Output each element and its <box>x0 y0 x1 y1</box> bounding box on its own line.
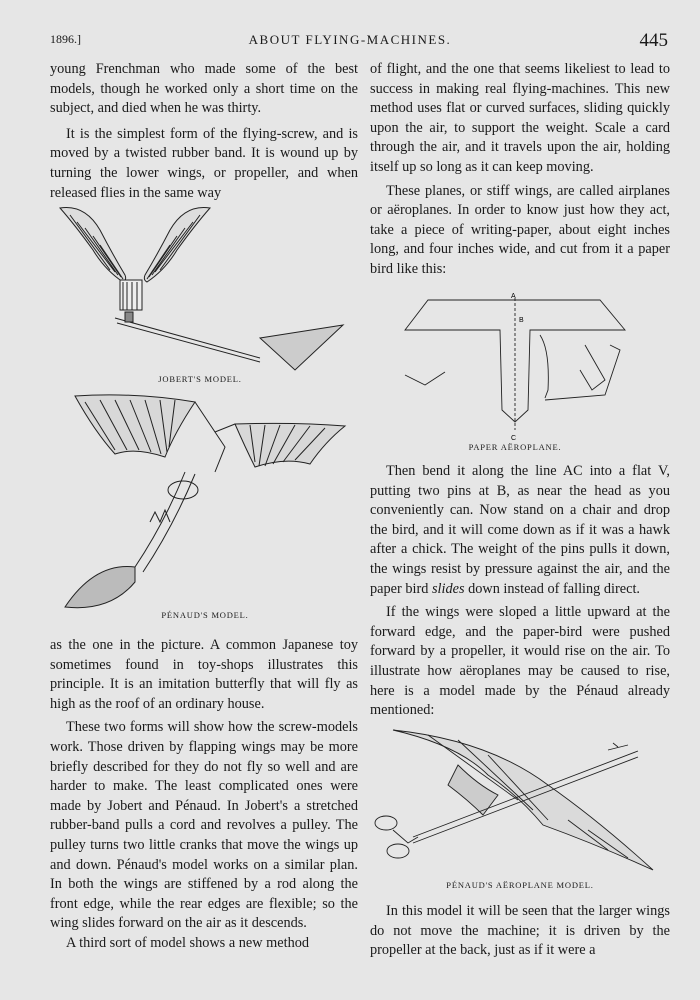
paragraph: These planes, or stiff wings, are called airplanes or aëroplanes. In order to know just how they act, take a piece of writing-paper, about eight inches long, and four inches wide, and cut from it a paper bird like this: <box>370 182 670 277</box>
label-a: A <box>511 293 516 300</box>
paragraph: A third sort of model shows a new method <box>66 934 310 951</box>
paragraph: In this model it will be seen that the larger wings do not move the machine; it is driven by the propeller at the back, just as if it were a <box>370 903 670 959</box>
paragraph: It is the simplest form of the flying-screw, and is moved by a twisted rubber band. It is wound up by turning the lower wings, or propeller, and when released flies in the same way <box>50 125 358 201</box>
penaud-model-illustration <box>55 392 355 617</box>
figure-caption-penaud: PÉNAUD'S MODEL. <box>161 610 249 620</box>
jobert-model-illustration <box>55 200 355 372</box>
label-b: B <box>519 317 524 324</box>
header-date: 1896.] <box>50 32 81 46</box>
label-c: C <box>511 435 517 440</box>
paragraph: If the wings were sloped a little upward at the forward edge, and the paper-bird were pushed forward by a propeller, it would rise on the air. To illustrate how aëroplanes may be caused to rise, here is a model made by the Pénaud already mentioned: <box>370 604 670 719</box>
right-column-middle <box>370 462 670 721</box>
paragraph: as the one in the picture. A common Japanese toy sometimes found in toy-shops illustrates this principle. It is an imitation butterfly that will fly as high as the roof of an ordinary house. <box>50 637 358 712</box>
page-number: 445 <box>639 30 668 51</box>
penaud-aeroplane-illustration <box>368 725 668 875</box>
paragraph: of flight, and the one that seems likeliest to lead to success in making real flying-machines. This new method uses flat or curved surfaces, sliding quickly upon the air, to support the weight. Scale a card through the air, and it travels upon the air, holding itself up so long as it can keep moving. <box>370 61 670 175</box>
right-column-top <box>370 60 670 280</box>
figure-caption-paper-aeroplane: PAPER AËROPLANE. <box>468 442 562 452</box>
paragraph: These two forms will show how the screw-models work. Those driven by flapping wings may be more briefly described for they do not fly so well and are harder to make. The least complicated ones were made by Jobert and Pénaud. In Jobert's a stretched rubber-band pulls a cord and revolves a pulley. The pulley turns two little cranks that move the wings up and down. Pénaud's model works on a similar plan. In both the wings are stiffened by a rod along the front edge, while the rear edges are flexible; so the wing slides forward on the air as it descends. <box>50 719 358 932</box>
paragraph: young Frenchman who made some of the best models, though he worked only a short time on the subject, and died when he was thirty. <box>50 61 358 117</box>
left-column-bottom <box>50 636 358 954</box>
running-title: ABOUT FLYING-MACHINES. <box>248 32 452 47</box>
paragraph: Then bend it along the line AC into a flat V, putting two pins at B, as near the head as you conveniently can. Now stand on a chair and drop the bird, and it will come down as if it was a hawk after a chick. The weight of the pins pulls it down, the wings resist by pressure against the air, and the paper bird slides down instead of falling direct. <box>370 463 670 597</box>
right-column-bottom <box>370 902 670 961</box>
left-column-top <box>50 60 358 203</box>
figure-caption-jobert: JOBERT'S MODEL. <box>158 374 242 384</box>
figure-caption-penaud-aeroplane: PÉNAUD'S AËROPLANE MODEL. <box>446 880 594 890</box>
paper-aeroplane-diagram <box>400 290 630 440</box>
